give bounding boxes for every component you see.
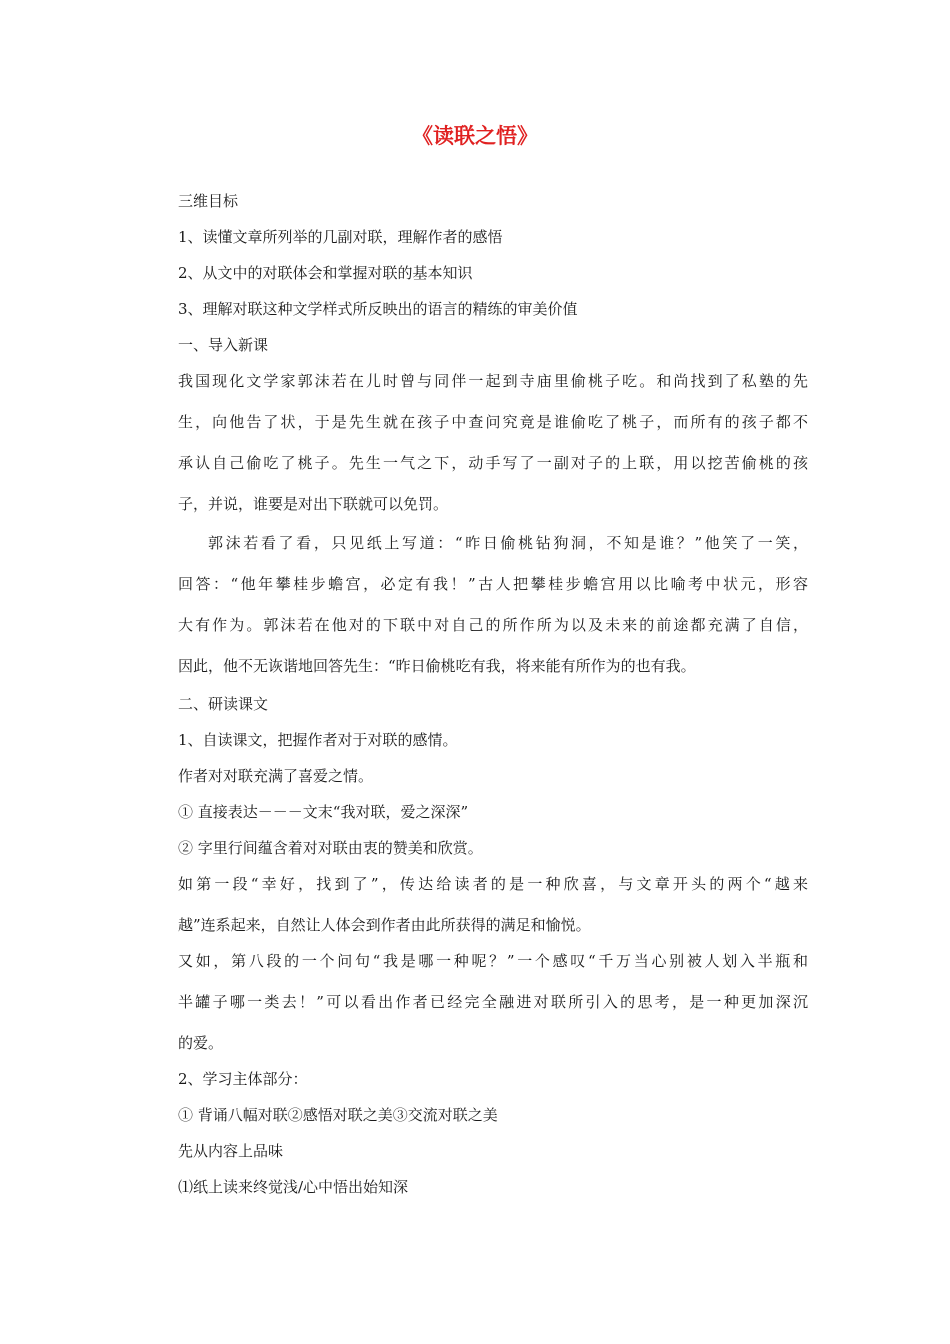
document-title: 《读联之悟》	[412, 123, 538, 148]
paragraph-line: 作者对对联充满了喜爱之情。	[178, 767, 374, 785]
paragraph-line: 的爱。	[178, 1034, 224, 1052]
paragraph-line: 子，并说，谁要是对出下联就可以免罚。	[178, 495, 449, 513]
objective-item: 1、读懂文章所列举的几副对联，理解作者的感悟	[178, 228, 503, 246]
paragraph-line: 承认自己偷吃了桃子。先生一气之下，动手写了一副对子的上联，用以挖苦偷桃的孩	[178, 454, 808, 472]
section-heading-reading: 二、研读课文	[178, 695, 269, 713]
paragraph-line: 回答：“他年攀桂步蟾宫，必定有我！”古人把攀桂步蟾宫用以比喻考中状元，形容	[178, 575, 808, 593]
paragraph-line: 大有作为。郭沫若在他对的下联中对自己的所作所为以及未来的前途都充满了自信，	[178, 616, 808, 634]
objective-item: 3、理解对联这种文学样式所反映出的语言的精练的审美价值	[178, 300, 578, 318]
list-item: ⑴纸上读来终觉浅/心中悟出始知深	[178, 1178, 409, 1196]
paragraph-line: 越”连系起来，自然让人体会到作者由此所获得的满足和愉悦。	[178, 916, 591, 934]
objective-item: 2、从文中的对联体会和掌握对联的基本知识	[178, 264, 473, 282]
paragraph-line: 如第一段“幸好，找到了”，传达给读者的是一种欣喜，与文章开头的两个“越来	[178, 875, 808, 893]
list-item: ① 背诵八幅对联②感悟对联之美③交流对联之美	[178, 1106, 498, 1124]
paragraph-line: 先从内容上品味	[178, 1142, 284, 1160]
paragraph-line: 1、自读课文，把握作者对于对联的感情。	[178, 731, 458, 749]
paragraph-line: 又如，第八段的一个问句“我是哪一种呢？”一个感叹“千万当心别被人划入半瓶和	[178, 952, 808, 970]
paragraph-line: 因此，他不无诙谐地回答先生：“昨日偷桃吃有我，将来能有所作为的也有我。	[178, 657, 696, 675]
section-heading-objectives: 三维目标	[178, 192, 239, 210]
paragraph-line: 半罐子哪一类去！”可以看出作者已经完全融进对联所引入的思考，是一种更加深沉	[178, 993, 808, 1011]
list-item: ① 直接表达－－－文末“我对联，爱之深深”	[178, 803, 469, 821]
paragraph-line: 我国现化文学家郭沫若在儿时曾与同伴一起到寺庙里偷桃子吃。和尚找到了私塾的先	[178, 372, 808, 390]
paragraph-line: 2、学习主体部分：	[178, 1070, 308, 1088]
section-heading-intro: 一、导入新课	[178, 336, 269, 354]
paragraph-line: 郭沫若看了看，只见纸上写道：“昨日偷桃钻狗洞，不知是谁？”他笑了一笑，	[208, 534, 808, 552]
list-item: ② 字里行间蕴含着对对联由衷的赞美和欣赏。	[178, 839, 483, 857]
paragraph-line: 生，向他告了状，于是先生就在孩子中查问究竟是谁偷吃了桃子，而所有的孩子都不	[178, 413, 808, 431]
